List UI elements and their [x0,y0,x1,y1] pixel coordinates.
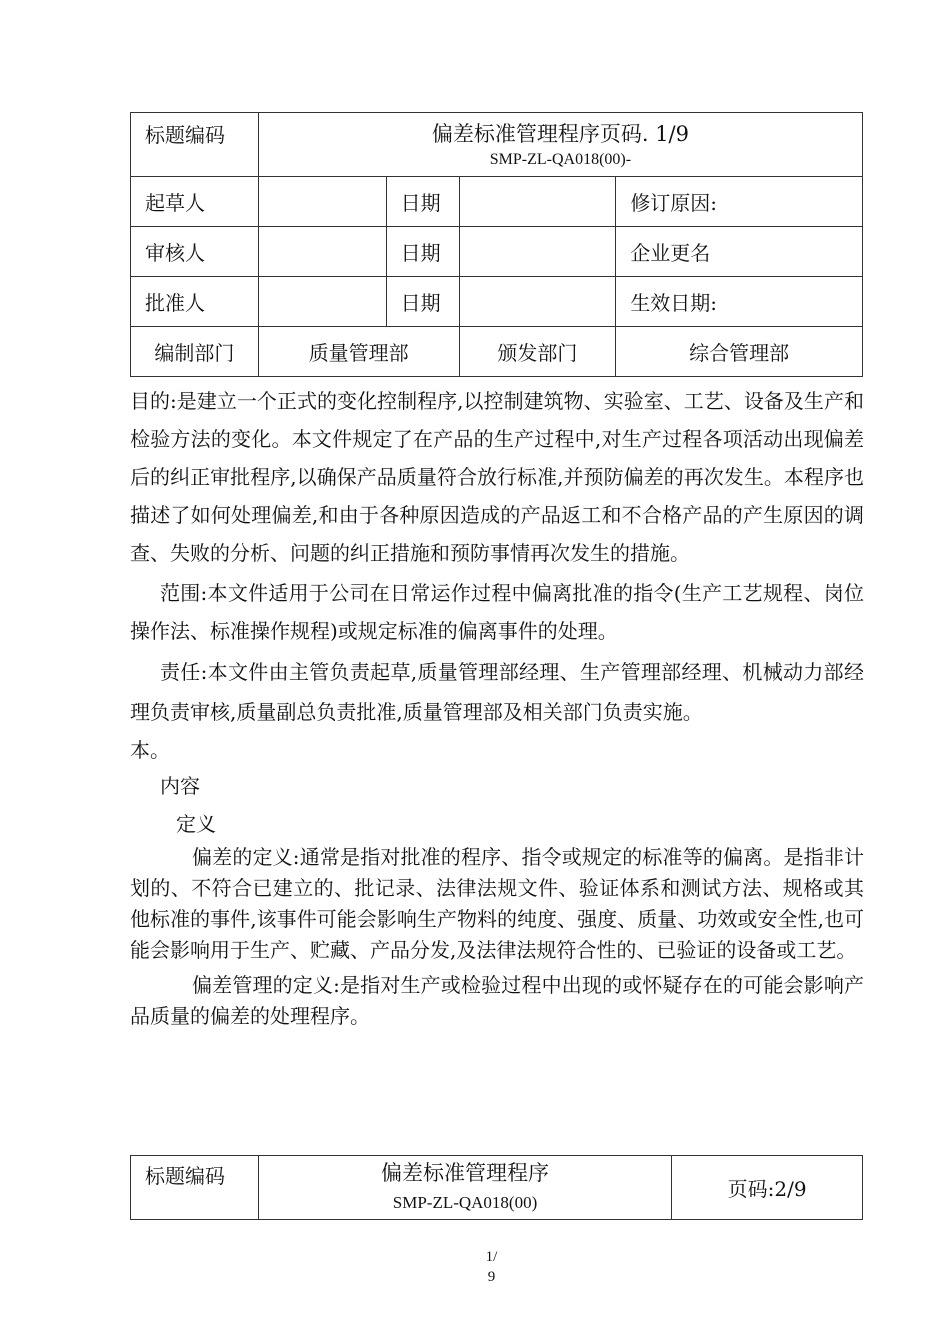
ben-line: 本。 [130,738,170,762]
drafter-value [258,177,386,227]
document-code-2: SMP-ZL-QA018(00) [392,1192,538,1212]
footer-page-top: 1/ [485,1249,498,1265]
prep-dept-value: 质量管理部 [258,327,459,377]
scope-paragraph: 范围:本文件适用于公司在日常运作过程中偏离批准的指令(生产工艺规程、岗位操作法、标准操作规程)或规定标准的偏离事件的处理。 [130,581,864,643]
prep-dept-label: 编制部门 [131,327,259,377]
approver-value [258,277,386,327]
deviation-definition: 偏差的定义:通常是指对批准的程序、指令或规定的标准等的偏离。是指非计划的、不符合已建立的、批记录、法律法规文件、验证体系和测试方法、规格或其他标准的事件,该事件可能会影响生产物料的纯度、强度、质量、功效或安全性,也可能会影响用于生产、贮藏、产品分发,及法律法规符合性的、已验证的设备或工艺。 [130,845,864,962]
content-heading: 内容 [160,774,200,798]
title-code-label-2: 标题编码 [131,1156,259,1220]
document-code: SMP-ZL-QA018(00)- [489,150,632,168]
document-title-cell-2 [258,1156,671,1220]
document-title: 偏差标准管理程序页码. 1/9 [431,121,689,146]
document-body [130,382,864,1032]
review-date-value [459,227,616,277]
approve-date-label: 日期 [386,277,459,327]
page-footer [0,1247,950,1287]
revision-reason-value: 企业更名 [616,227,863,277]
definition-heading: 定义 [176,812,216,836]
reviewer-value [258,227,386,277]
revision-reason-label: 修订原因: [616,177,863,227]
purpose-paragraph: 目的:是建立一个正式的变化控制程序,以控制建筑物、实验室、工艺、设备及生产和检验方法的变化。本文件规定了在产品的生产过程中,对生产过程各项活动出现偏差后的纠正审批程序,以确保产品质量符合放行标准,并预防偏差的再次发生。本程序也描述了如何处理偏差,和由于各种原因造成的产品返工和不合格产品的产生原因的调查、失败的分析、问题的纠正措施和预防事情再次发生的措施。 [130,389,864,565]
issue-dept-label: 颁发部门 [459,327,616,377]
review-date-label: 日期 [386,227,459,277]
effective-date-label: 生效日期: [616,277,863,327]
draft-date-label: 日期 [386,177,459,227]
issue-dept-value: 综合管理部 [616,327,863,377]
footer-page-bottom: 9 [487,1269,496,1285]
approve-date-value [459,277,616,327]
reviewer-label: 审核人 [131,227,259,277]
approver-label: 批准人 [131,277,259,327]
page-number-2: 页码:2/9 [672,1156,863,1220]
header-table-1 [130,112,863,377]
title-code-label: 标题编码 [131,113,259,177]
header-table-2 [130,1155,863,1220]
responsibility-paragraph: 责任:本文件由主管负责起草,质量管理部经理、生产管理部经理、机械动力部经理负责审核,质量副总负责批准,质量管理部及相关部门负责实施。 [130,660,864,724]
document-title-2: 偏差标准管理程序 [381,1160,550,1185]
drafter-label: 起草人 [131,177,259,227]
deviation-management-definition: 偏差管理的定义:是指对生产或检验过程中出现的或怀疑存在的可能会影响产品质量的偏差的处理程序。 [130,973,864,1028]
document-title-cell [258,113,862,177]
draft-date-value [459,177,616,227]
